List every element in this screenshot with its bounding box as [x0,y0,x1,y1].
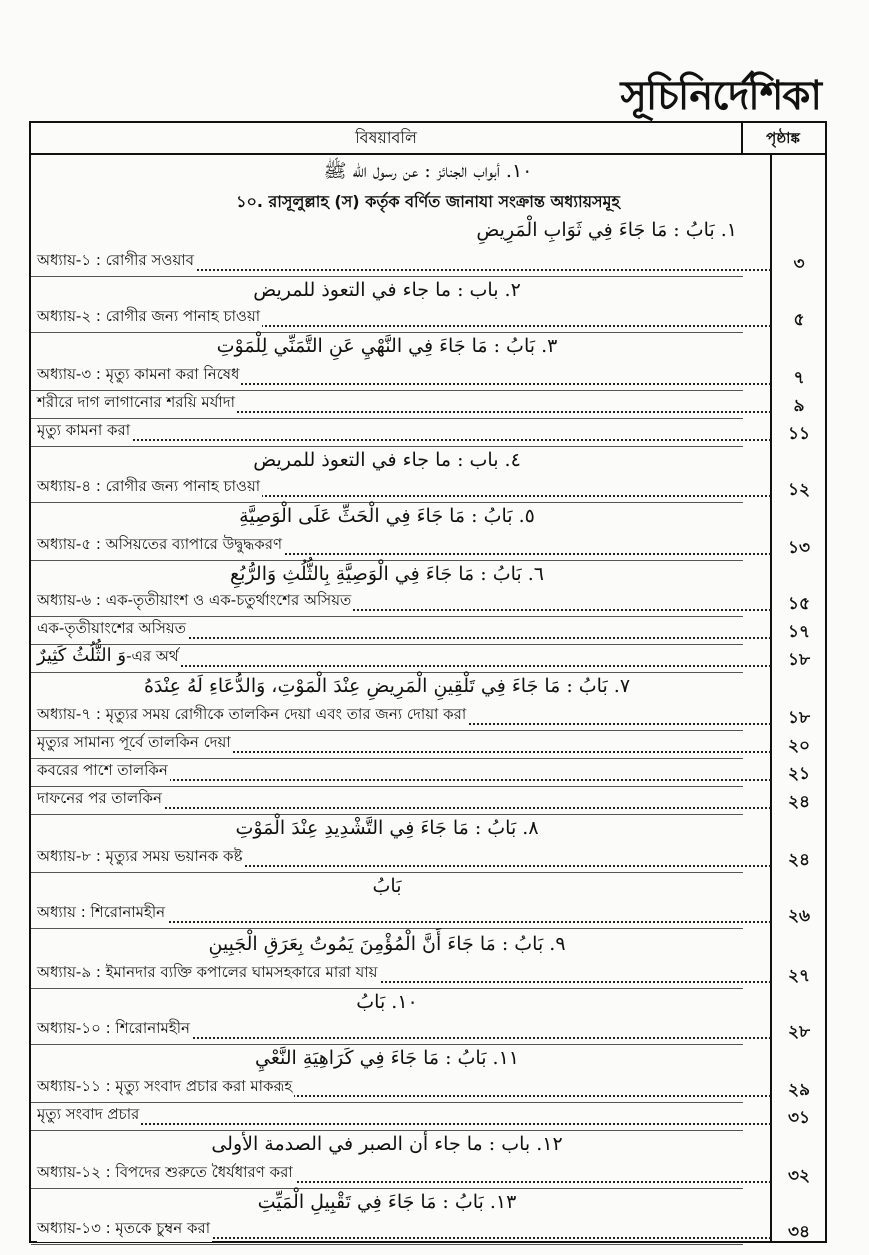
entry-arabic-phrase: وَ الثُّلُثُ كَثِيرٌ [37,645,127,666]
toc-entry[interactable] [31,589,743,615]
entry-suffix: -এর অর্থ [126,647,179,665]
arabic-chapter-heading [31,875,743,901]
page-number: ২৮ [787,1022,811,1042]
toc-entry[interactable] [31,703,743,729]
page-number: ২৭ [787,966,811,986]
page-number: ৩৪ [787,1222,811,1242]
entry-title: দাফনের পর তালকিন [37,787,164,812]
arabic-chapter-heading [31,817,743,843]
section-arabic-title: ١٠. أبواب الجنائز : عن رسول الله ﷺ [323,160,533,182]
entry-title: অধ্যায়-৮ : মৃত্যুর সময় ভয়ানক কষ্ট [37,845,245,870]
page-number: ২০ [787,736,811,756]
page-number: ৩১ [787,1108,811,1128]
arabic-chapter-heading [31,1047,743,1073]
toc-entry[interactable] [31,1017,743,1043]
arabic-chapter-heading [31,1133,743,1159]
entry-title: শরীরে দাগ লাগানোর শরয়ি মর্যাদা [37,391,237,416]
row-divider [31,814,743,815]
table-header [31,123,825,155]
entry-title: অধ্যায়-৬ : এক-তৃতীয়াংশ ও এক-চতুর্থাংশের অসিয়ত [37,589,353,614]
arabic-chapter-heading [31,933,743,959]
row-divider [31,446,743,447]
page-number: ১২ [787,480,811,500]
entry-title: অধ্যায়-১০ : শিরোনামহীন [37,1017,192,1042]
page-number: ১৩ [787,538,811,558]
toc-entry[interactable] [31,845,743,871]
arabic-heading-text: ٥. بَابُ : مَا جَاءَ فِي الْحَثِّ عَلَى الْوَصِيَّةِ [239,505,535,527]
page-number: ৩২ [787,1166,811,1186]
arabic-heading-text: ٢. باب : ما جاء في التعوذ للمريض [253,279,521,301]
arabic-chapter-heading [31,219,743,245]
page-title: সূচিনির্দেশিকা [620,73,821,119]
page-number: ১১ [787,424,811,444]
arabic-heading-text: ٧. بَابُ : مَا جَاءَ فِي تَلْقِينِ الْمَرِيضِ عِنْدَ الْمَوْتِ، وَالدُّعَاءِ لَهُ عِنْدَهُ [143,675,631,697]
row-divider [31,332,743,333]
entry-title: অধ্যায়-৪ : রোগীর জন্য পানাহ চাওয়া [37,475,262,500]
row-divider [31,872,743,873]
arabic-heading-text: ٣. بَابُ : مَا جَاءَ فِي النَّهْيِ عَنِ التَّمَنِّي لِلْمَوْتِ [216,335,558,357]
page-number: ১৮ [787,708,811,728]
page-number: ২৪ [787,850,811,870]
row-divider [31,1244,743,1245]
toc-table [29,121,827,1243]
entry-title: অধ্যায়-৯ : ইমানদার ব্যক্তি কপালের ঘামসহকারে মারা যায় [37,961,379,986]
row-divider [31,1130,743,1131]
arabic-chapter-heading [31,279,743,305]
toc-entry[interactable] [31,1103,743,1129]
toc-entry[interactable] [31,787,743,813]
toc-entry[interactable] [31,1161,743,1187]
page-number: ৩ [793,254,805,274]
toc-entry[interactable] [31,305,743,331]
arabic-chapter-heading [31,991,743,1017]
toc-entry[interactable] [31,475,743,501]
page-number: ২৬ [787,906,811,926]
page-number: ২৪ [787,792,811,812]
header-topics: বিষয়াবলি [31,123,743,153]
row-divider [31,672,743,673]
entry-title: অধ্যায়-২ : রোগীর জন্য পানাহ চাওয়া [37,305,262,330]
entry-title: মৃত্যুর সামান্য পূর্বে তালকিন দেয়া [37,731,233,756]
entry-title: অধ্যায়-১২ : বিপদের শুরুতে ধৈর্যধারণ করা [37,1161,295,1186]
entry-title: অধ্যায়-১ : রোগীর সওয়াব [37,249,196,274]
row-divider [31,988,743,989]
entry-title: মৃত্যু কামনা করা [37,419,132,444]
header-page: পৃষ্ঠাঙ্ক [766,129,800,147]
toc-entry[interactable] [31,961,743,987]
page-number: ১৭ [787,622,811,642]
toc-entry[interactable] [31,1075,743,1101]
arabic-heading-text: ١٣. بَابُ : مَا جَاءَ فِي تَقْبِيلِ الْمَيِّتِ [257,1191,517,1213]
arabic-heading-text: ١. بَابُ : مَا جَاءَ فِي ثَوَابِ الْمَرِيضِ [476,219,737,241]
arabic-heading-text: ٨. بَابُ : مَا جَاءَ فِي التَّشْدِيدِ عِنْدَ الْمَوْتِ [235,817,539,839]
toc-entry[interactable] [31,901,743,927]
arabic-chapter-heading [31,1191,743,1217]
arabic-heading-text: ١٢. باب : ما جاء أن الصبر في الصدمة الأولى [211,1133,563,1155]
page-number: ২৯ [787,1080,811,1100]
toc-entry[interactable] [31,645,743,671]
arabic-chapter-heading [31,449,743,475]
toc-entry[interactable] [31,391,743,417]
row-divider [31,276,743,277]
arabic-heading-text: ١٠. بَابُ [356,991,418,1013]
page-number: ২১ [787,764,811,784]
arabic-heading-text: ٦. بَابُ : مَا جَاءَ فِي الْوَصِيَّةِ بِالثُّلُثِ وَالرُّبُعِ [230,563,544,585]
toc-entry[interactable] [31,533,743,559]
row-divider [31,1044,743,1045]
toc-entry[interactable] [31,759,743,785]
dotted-leader [37,1123,771,1125]
entry-title [37,645,181,670]
arabic-heading-text: بَابُ [372,875,402,897]
entry-title: এক-তৃতীয়াংশের অসিয়ত [37,617,188,642]
toc-entry[interactable] [31,249,743,275]
arabic-heading-text: ٩. بَابُ : مَا جَاءَ أَنَّ الْمُؤْمِنَ يَمُوتُ بِعَرَقِ الْجَبِينِ [208,933,566,955]
arabic-heading-text: ١١. بَابُ : مَا جَاءَ فِي كَرَاهِيَةِ النَّعْيِ [254,1047,519,1069]
entry-title: মৃত্যু সংবাদ প্রচার [37,1103,141,1128]
arabic-heading-text: ٤. باب : ما جاء في التعوذ للمريض [253,449,521,471]
row-divider [31,560,743,561]
page-number: ১৮ [787,650,811,670]
page-number: ১৫ [787,594,811,614]
arabic-chapter-heading [31,563,743,589]
entry-title: অধ্যায়-৭ : মৃত্যুর সময় রোগীকে তালকিন দেয়া এবং তার জন্য দোয়া করা [37,703,468,728]
toc-entry[interactable] [31,617,743,643]
entry-title: অধ্যায় : শিরোনামহীন [37,901,167,926]
row-divider [31,928,743,929]
page-number: ৭ [793,368,805,388]
entry-title: অধ্যায়-১১ : মৃত্যু সংবাদ প্রচার করা মাকরূহ [37,1075,294,1100]
dotted-leader [37,439,771,441]
toc-entry[interactable] [31,419,743,445]
section-bengali-title: ১০. রাসূলুল্লাহ (স) কর্তৃক বর্ণিত জানাযা সংক্রান্ত অধ্যায়সমূহ [236,192,620,211]
toc-entry[interactable] [31,1217,743,1243]
row-divider [31,1188,743,1189]
toc-entry[interactable] [31,363,743,389]
entry-title: অধ্যায়-৩ : মৃত্যু কামনা করা নিষেধ [37,363,241,388]
page-number: ৫ [793,310,805,330]
arabic-chapter-heading [31,505,743,531]
entry-title: কবরের পাশে তালকিন [37,759,170,784]
row-divider [31,502,743,503]
arabic-chapter-heading [31,335,743,361]
toc-entry[interactable] [31,731,743,757]
entry-title: অধ্যায়-১৩ : মৃতকে চুম্বন করা [37,1217,212,1242]
entry-title: অধ্যায়-৫ : অসিয়তের ব্যাপারে উদ্বুদ্ধকরণ [37,533,284,558]
page-number: ৯ [793,396,805,416]
arabic-chapter-heading [31,675,743,701]
